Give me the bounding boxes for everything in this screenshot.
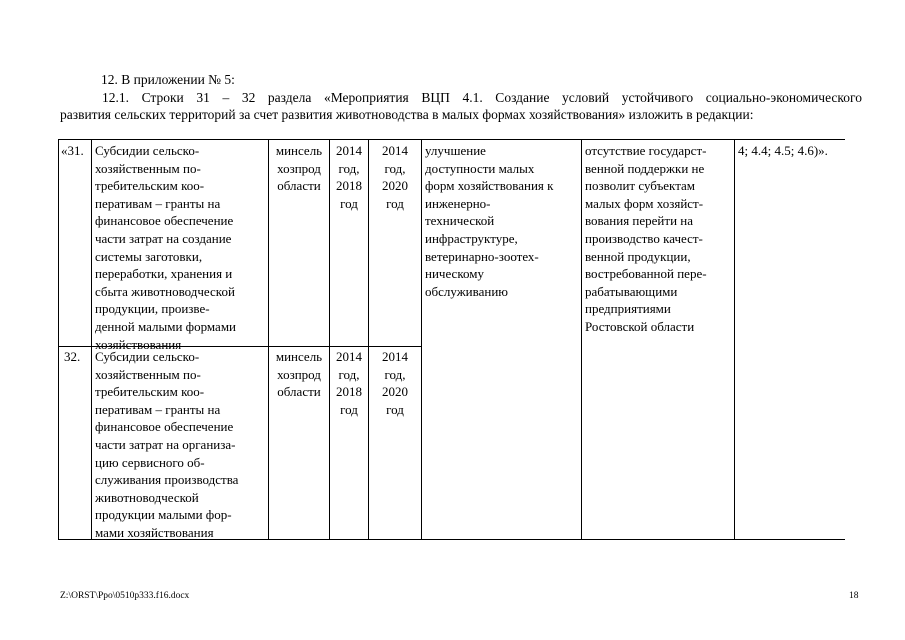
executor: минсель хозпрод области — [275, 143, 323, 194]
col-divider — [734, 139, 735, 540]
table-top-border — [58, 139, 845, 140]
row-number: 32. — [64, 349, 81, 364]
subitem-line-2: развития сельских территорий за счет развития животноводства в малых формах хозяйствования» изложить в редакции: — [60, 107, 754, 122]
end-date: 2014 год, 2020 год — [382, 349, 408, 417]
start-date: 2014 год, 2018 год — [336, 143, 362, 211]
page-number: 18 — [849, 591, 859, 601]
col-divider — [581, 139, 582, 540]
subitem-paragraph — [60, 89, 862, 123]
col-divider — [91, 139, 92, 540]
measure-name: Субсидии сельско- хозяйственным по- требительским коо- перативам – гранты на финансовое обеспечение части затрат на организа- цию сервисного об- служивания производства животноводческой продукции малыми фор- мами хозяйствования — [95, 349, 239, 540]
row-number: «31. — [61, 143, 84, 158]
item-heading: 12. В приложении № 5: — [101, 72, 235, 87]
end-date: 2014 год, 2020 год — [382, 143, 408, 211]
col-divider — [268, 139, 269, 540]
table-left-border — [58, 139, 59, 540]
expected-result: улучшение доступности малых форм хозяйствования к инженерно- технической инфраструктуре, ветеринарно-зоотех- ническому обслуживанию — [425, 143, 554, 299]
col-divider — [421, 139, 422, 540]
measure-name: Субсидии сельско- хозяйственным по- требительским коо- перативам – гранты на финансовое обеспечение части затрат на создание системы заготовки, переработки, хранения и сбыта животноводческой продукции, произве- денной малыми формами хозяйствования — [95, 143, 237, 352]
subitem-line-1: 12.1. Строки 31 – 32 раздела «Мероприятия ВЦП 4.1. Создание условий устойчивого социально-экономического — [102, 90, 862, 105]
indicator-links: 4; 4.4; 4.5; 4.6)». — [738, 143, 828, 158]
non-implementation-consequence: отсутствие государст- венной поддержки не позволит субъектам малых форм хозяйст- вования перейти на производство качест- венной продукции, востребованной пере- рабатывающими предприятиями Ростовской области — [585, 143, 707, 334]
start-date: 2014 год, 2018 год — [336, 349, 362, 417]
executor: минсель хозпрод области — [275, 349, 323, 400]
file-path: Z:\ORST\Ppo\0510p333.f16.docx — [60, 591, 190, 601]
